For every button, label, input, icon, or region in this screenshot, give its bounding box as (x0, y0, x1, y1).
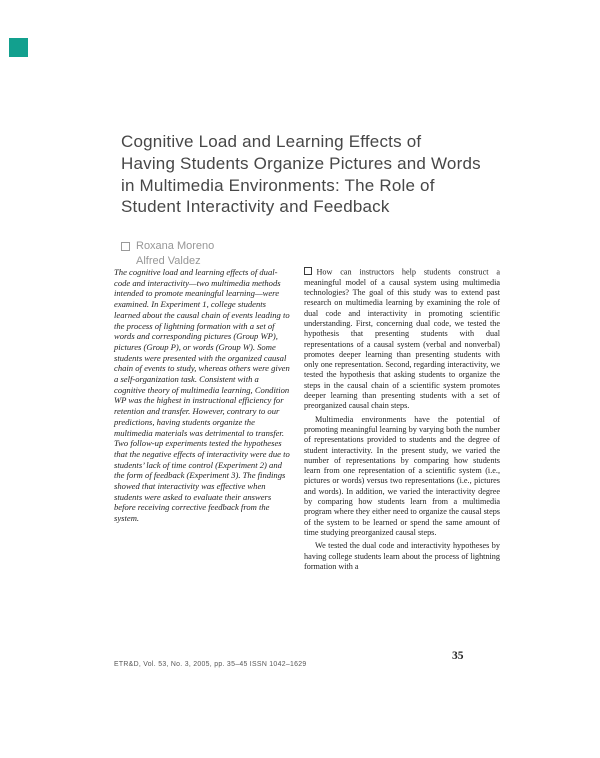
title-line-3: in Multimedia Environments: The Role of (121, 175, 435, 195)
body-paragraph (304, 267, 500, 412)
body-paragraph: Multimedia environments have the potential of promoting meaningful learning by varying both the number of representations provided to students and the degree of student interactivity. In the present study, we varied the number of representations by comparing how students learn from one representation of a scientific system (i.e., pictures or words) versus two representations (i.e., pictures and words). In addition, we varied the interactivity degree by comparing how students learn from a multimedia program where they either need to organize the causal steps of the system to be learned or spend the same amount of time studying preorganized causal steps. (304, 414, 500, 537)
open-square-icon (304, 267, 312, 275)
author-name: Alfred Valdez (136, 255, 201, 268)
open-square-icon (121, 242, 130, 251)
journal-citation: ETR&D, Vol. 53, No. 3, 2005, pp. 35–45 ISSN 1042–1629 (114, 661, 307, 668)
article-header (121, 131, 501, 269)
title-line-2: Having Students Organize Pictures and Words (121, 153, 481, 173)
abstract-column: The cognitive load and learning effects of dual-code and interactivity—two multimedia methods intended to promote meaningful learning—were examined. In Experiment 1, college students learned about the causal chain of events leading to the process of lightning formation with a set of words and corresponding pictures (Group WP), pictures (Group P), or words (Group W). Some students were presented with the organized causal chain of events to study, whereas others were given a self-organization task. Consistent with a cognitive theory of multimedia learning, Condition WP was the highest in instructional efficiency for retention and transfer. However, contrary to our predictions, having students organize the multimedia materials was detrimental to transfer. Two follow-up experiments tested the hypotheses that the negative effects of interactivity were due to students’ lack of time control (Experiment 2) and the form of feedback (Experiment 3). The findings showed that interactivity was effective when students were asked to evaluate their answers before receiving corrective feedback from the system. (114, 267, 290, 524)
body-column (304, 267, 500, 572)
article-title (121, 131, 501, 218)
page-number: 35 (452, 650, 464, 662)
title-line-1: Cognitive Load and Learning Effects of (121, 132, 422, 151)
journal-accent-square-icon (9, 38, 28, 57)
title-line-4: Student Interactivity and Feedback (121, 197, 390, 217)
author-name: Roxana Moreno (136, 240, 215, 253)
paragraph-text: How can instructors help students construct a meaningful model of a causal system using multimedia technologies? The goal of this study was to extend past research on multimedia learning by examining the role of dual code and interactivity in promoting scientific understanding. First, concerning dual code, we tested the hypothesis that presenting students with dual representations of a causal system (verbal and nonverbal) promotes deeper learning than presenting students with only one representation. Second, regarding interactivity, we tested the hypothesis that asking students to organize the steps in the causal chain of a scientific system promotes deeper learning than presenting students with a set of preorganized causal chain steps. (304, 267, 500, 411)
author-block (121, 239, 501, 269)
body-paragraph: We tested the dual code and interactivity hypotheses by having college students learn about the process of lightning formation with a (304, 541, 500, 571)
two-column-text (114, 267, 500, 572)
author-row (121, 239, 501, 254)
